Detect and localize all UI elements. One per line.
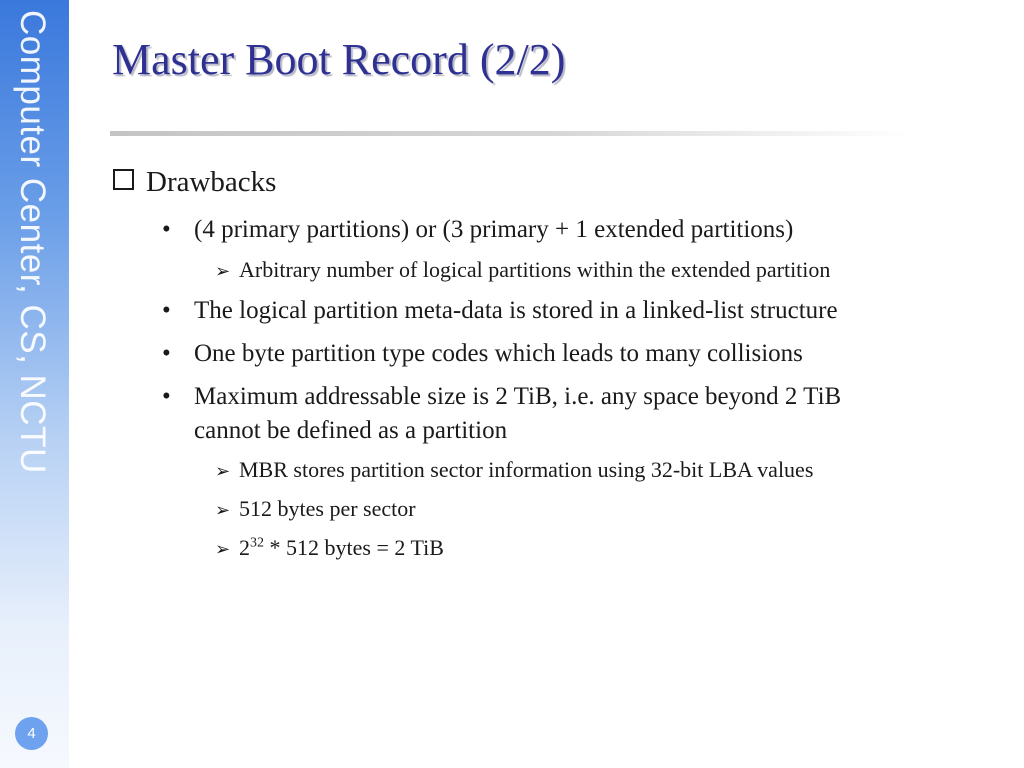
page-number-badge: 4	[15, 717, 48, 750]
bullet-icon: •	[162, 340, 171, 367]
sub-list-item	[215, 457, 813, 483]
formula-exponent: 32	[250, 535, 264, 551]
list-item	[162, 294, 838, 328]
arrow-bullet-icon: ➢	[215, 539, 231, 559]
formula-rest: * 512 bytes = 2 TiB	[264, 535, 444, 560]
arrow-bullet-icon: ➢	[215, 500, 231, 520]
sub-list-item	[215, 257, 830, 283]
list-item-text-line-2: cannot be defined as a partition	[194, 417, 508, 444]
bullet-icon: •	[162, 216, 171, 243]
bullet-icon: •	[162, 383, 171, 410]
list-item-text: One byte partition type codes which leads to many collisions	[194, 340, 803, 367]
formula-base: 2	[239, 535, 250, 560]
slide-title: Master Boot Record (2/2)	[112, 35, 566, 84]
list-item	[162, 337, 803, 371]
checkbox-bullet-icon	[113, 169, 134, 190]
list-item-text-line-1: Maximum addressable size is 2 TiB, i.e. any space beyond 2 TiB	[194, 383, 842, 410]
sidebar-label: Computer Center, CS, NCTU	[13, 10, 52, 474]
list-item-text: The logical partition meta-data is stored in a linked-list structure	[194, 297, 838, 324]
list-item	[162, 380, 841, 448]
arrow-bullet-icon: ➢	[215, 461, 231, 481]
list-item-text: (4 primary partitions) or (3 primary + 1 extended partitions)	[194, 216, 794, 243]
sub-list-item	[215, 496, 416, 522]
sub-list-item-text: 512 bytes per sector	[239, 496, 416, 521]
list-item	[162, 213, 793, 247]
sub-list-item-formula	[215, 535, 444, 561]
sub-list-item-text: Arbitrary number of logical partitions within the extended partition	[239, 257, 831, 282]
bullet-icon: •	[162, 297, 171, 324]
heading-text: Drawbacks	[146, 166, 277, 198]
heading-drawbacks	[113, 166, 276, 199]
sub-list-item-text: MBR stores partition sector information using 32-bit LBA values	[239, 457, 814, 482]
arrow-bullet-icon: ➢	[215, 261, 231, 281]
